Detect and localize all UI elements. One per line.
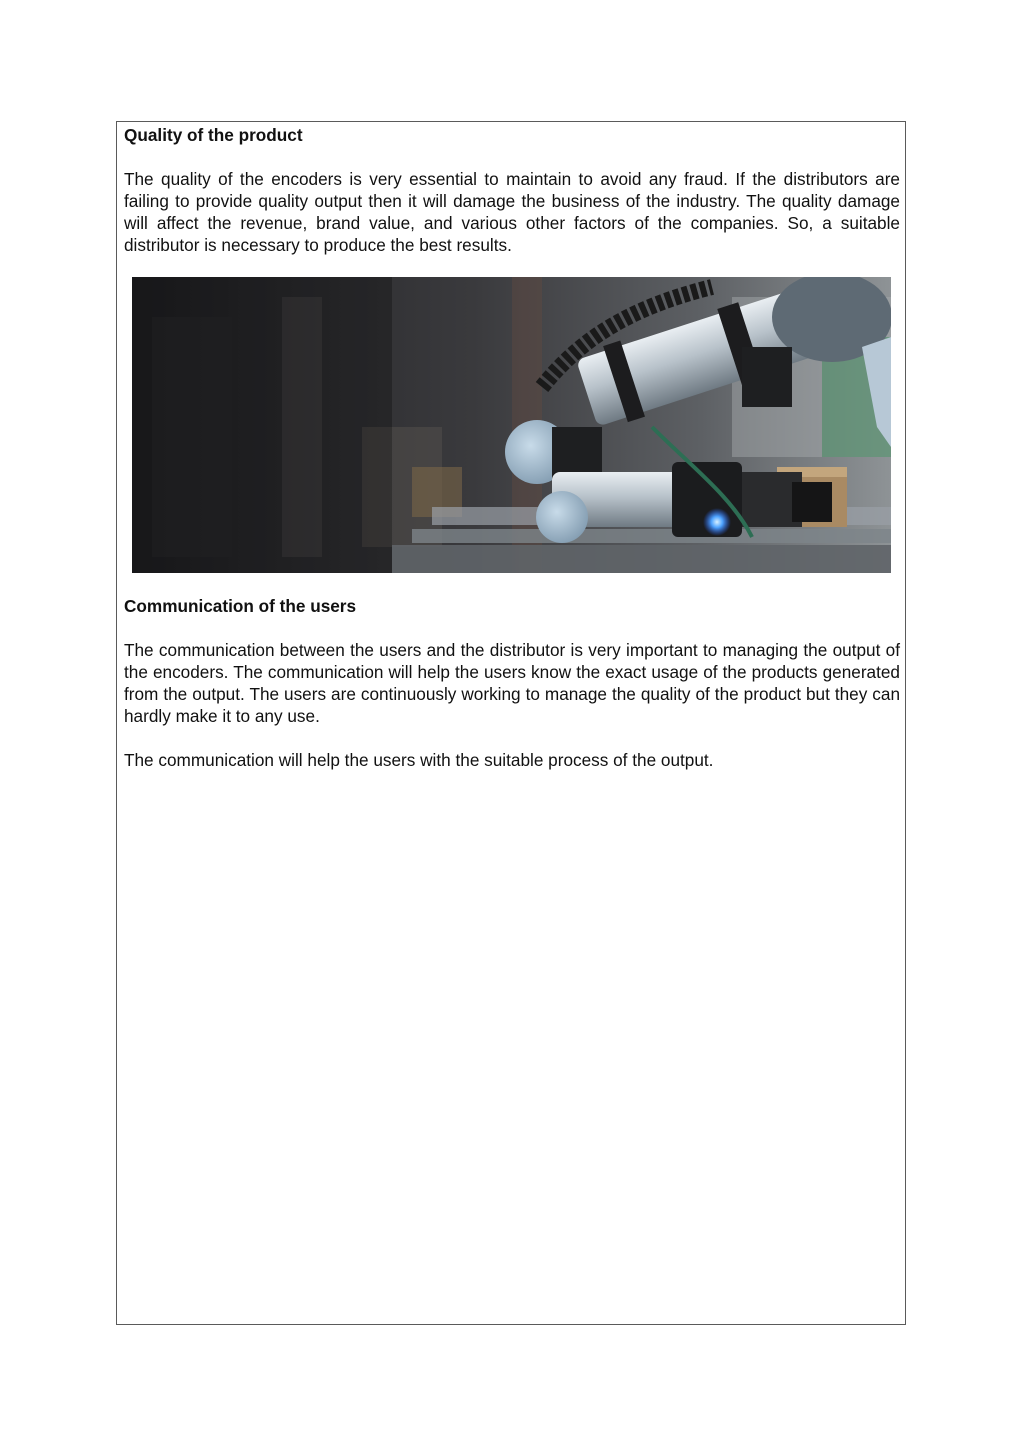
document-content — [124, 124, 900, 771]
robotic-arm-illustration — [132, 277, 891, 573]
section-heading-communication: Communication of the users — [124, 596, 357, 616]
section-paragraph-quality: The quality of the encoders is very essential to maintain to avoid any fraud. If the distributors are failing to provide quality output then it will damage the business of the industry. The quality damage will affect the revenue, brand value, and various other factors of the companies. So, a suitable distributor is necessary to produce the best results. — [124, 169, 900, 255]
section-heading-quality: Quality of the product — [124, 125, 303, 145]
section-paragraph-communication-1: The communication between the users and the distributor is very important to managing the output of the encoders. The communication will help the users know the exact usage of the products generated from the output. The users are continuously working to manage the quality of the product but they can hardly make it to any use. — [124, 640, 900, 726]
robotic-arm-photo — [132, 277, 891, 573]
section-paragraph-communication-2: The communication will help the users with the suitable process of the output. — [124, 750, 714, 770]
